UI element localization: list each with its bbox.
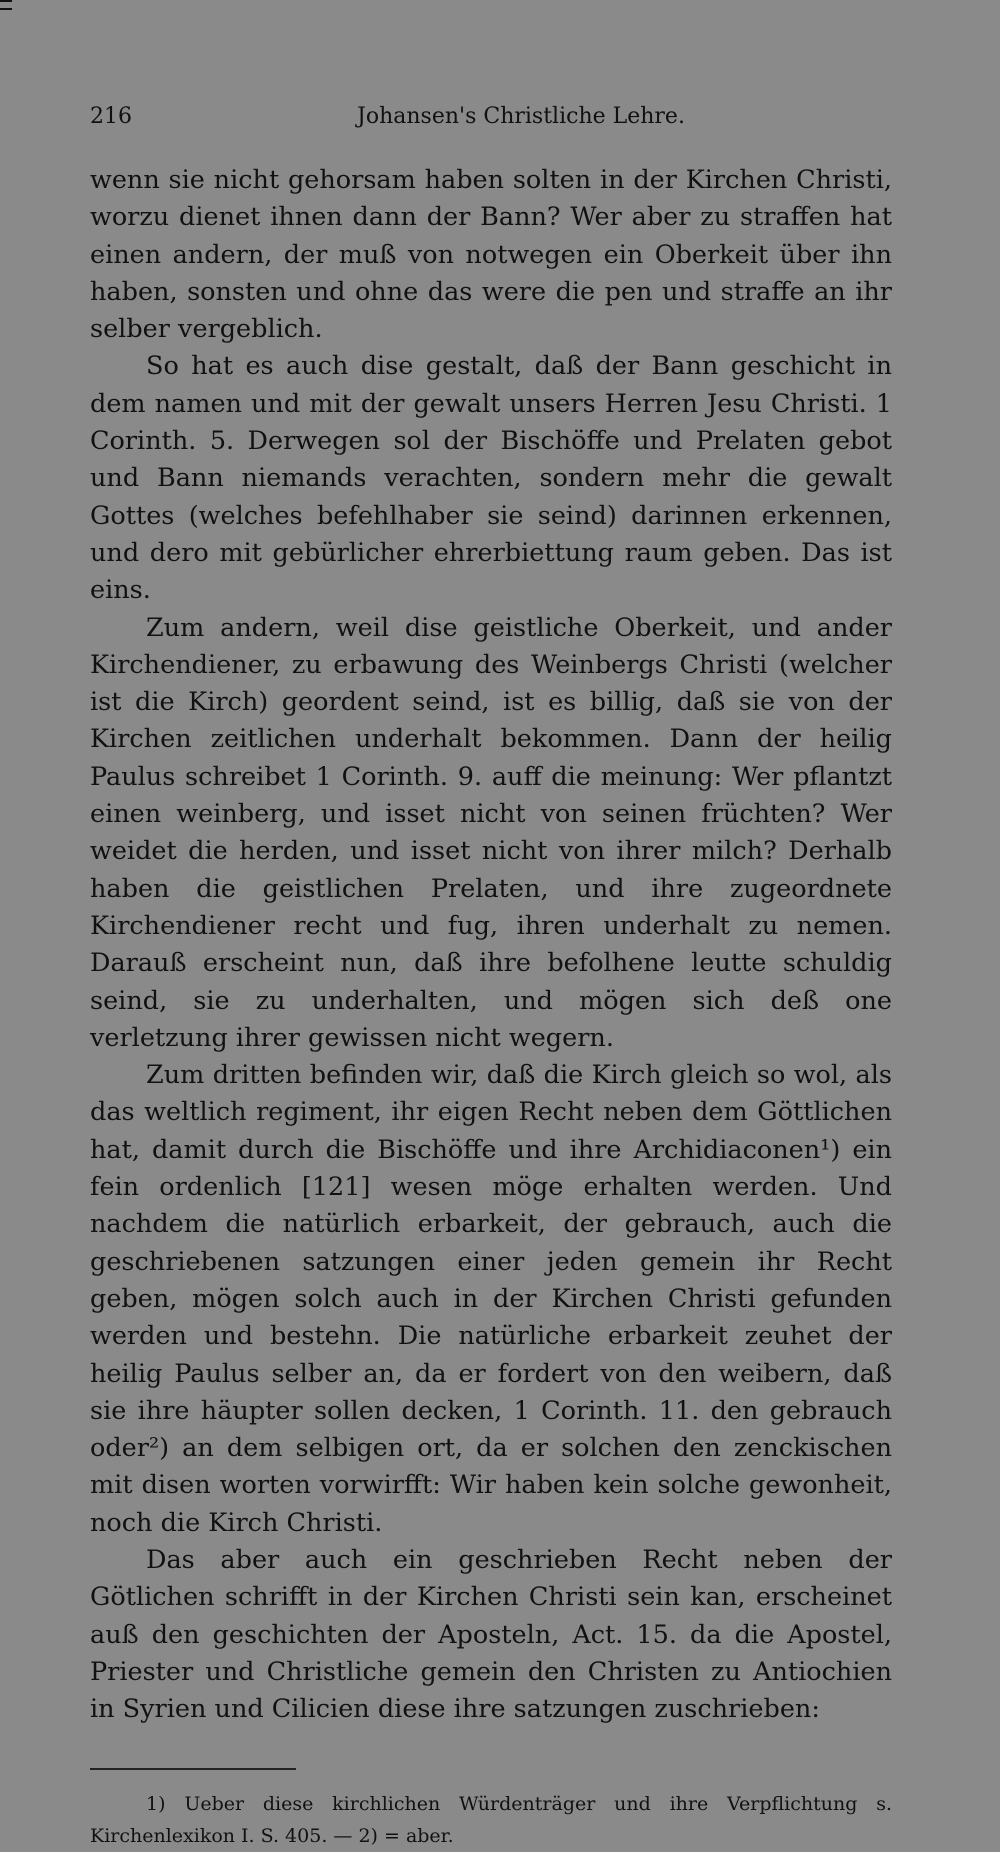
page-header	[90, 100, 892, 140]
paragraph-5: Das aber auch ein geschrieben Recht neben der Götlichen schrifft in der Kirchen Christi sein kan, erscheinet auß den geschichten der Aposteln, Act. 15. da die Apostel, Priester und Christliche gemein den Christen zu Antiochien in Syrien und Cilicien diese ihre satzungen zuschrieben:	[90, 1544, 892, 1725]
footnote-divider	[90, 1768, 296, 1770]
footnotes: 1) Ueber diese kirchlichen Würdenträger und ihre Verpflichtung s. Kirchenlexikon I. S. 405. — 2) = aber.	[90, 1793, 892, 1848]
paragraph-2: So hat es auch dise gestalt, daß der Bann geschicht in dem namen und mit der gewalt unsers Herren Jesu Christi. 1 Corinth. 5. Derwegen sol der Bischöffe und Prelaten gebot und Bann niemands verachten, sondern mehr die gewalt Gottes (welches befehlhaber sie seind) darinnen erkennen, und dero mit gebürlicher ehrerbiettung raum geben. Das ist eins.	[90, 351, 892, 606]
body-text	[90, 162, 892, 1728]
scan-edge-mark	[0, 0, 12, 10]
paragraph-4: Zum dritten befinden wir, daß die Kirch gleich so wol, als das weltlich regiment, ihr eigen Recht neben dem Göttlichen hat, damit durch die Bischöffe und ihre Archidiaconen¹) ein fein ordenlich [121] wesen möge erhalten werden. Und nachdem die natürlich erbarkeit, der gebrauch, auch die geschriebenen satzungen einer jeden gemein ihr Recht geben, mögen solch auch in der Kirchen Christi gefunden werden und bestehn. Die natürliche erbarkeit zeuhet der heilig Paulus selber an, da er fordert von den weibern, daß sie ihre häupter sollen decken, 1 Corinth. 11. den gebrauch oder²) an dem selbigen ort, da er solchen den zenckischen mit disen worten vorwirfft: Wir haben kein solche gewonheit, noch die Kirch Christi.	[90, 1060, 892, 1538]
paragraph-1: wenn sie nicht gehorsam haben solten in der Kirchen Christi, worzu dienet ihnen dann der Bann? Wer aber zu straffen hat einen andern, der muß von notwegen ein Oberkeit über ihn haben, sonsten und ohne das were die pen und straffe an ihr selber vergeblich.	[90, 165, 892, 345]
page-number: 216	[90, 104, 132, 129]
paragraph-3: Zum andern, weil dise geistliche Oberkeit, und ander Kirchendiener, zu erbawung des Weinbergs Christi (welcher ist die Kirch) geordent seind, ist es billig, daß sie von der Kirchen zeitlichen underhalt bekommen. Dann der heilig Paulus schreibet 1 Corinth. 9. auff die meinung: Wer pflantzt einen weinberg, und isset nicht von seinen früchten? Wer weidet die herden, und isset nicht von ihrer milch? Derhalb haben die geistlichen Prelaten, und ihre zugeordnete Kirchendiener recht und fug, ihren underhalt zu nemen. Darauß erscheint nun, daß ihre befolhene leutte schuldig seind, sie zu underhalten, und mögen sich deß one verletzung ihrer gewissen nicht wegern.	[90, 612, 892, 1053]
running-title: Johansen's Christliche Lehre.	[357, 104, 685, 129]
book-page	[90, 100, 892, 1852]
